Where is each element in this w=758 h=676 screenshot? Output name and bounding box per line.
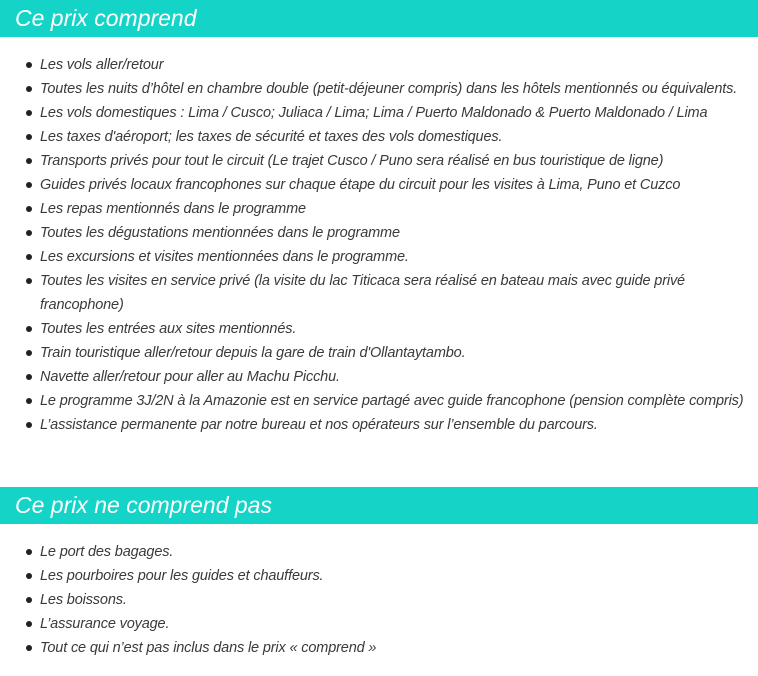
list-item (0, 245, 758, 269)
list-item-text: Toutes les entrées aux sites mentionnés. (40, 321, 297, 337)
bullet-icon (26, 134, 32, 140)
bullet-icon (26, 422, 32, 428)
list-item (0, 317, 758, 341)
bullet-icon (26, 278, 32, 284)
bullet-icon (26, 86, 32, 92)
bullet-icon (26, 645, 32, 651)
list-item (0, 612, 758, 636)
list-item (0, 197, 758, 221)
list-item-text: Guides privés locaux francophones sur chaque étape du circuit pour les visites à Lima, Puno et Cuzco (40, 177, 681, 193)
list-item (0, 125, 758, 149)
list-item-text: Les excursions et visites mentionnées dans le programme. (40, 249, 409, 265)
list-item (0, 269, 758, 317)
list-item (0, 53, 758, 77)
excludes-list (0, 540, 758, 660)
bullet-icon (26, 110, 32, 116)
list-item (0, 540, 758, 564)
list-item (0, 77, 758, 101)
bullet-icon (26, 549, 32, 555)
bullet-icon (26, 230, 32, 236)
bullet-icon (26, 182, 32, 188)
list-item-text: Train touristique aller/retour depuis la gare de train d'Ollantaytambo. (40, 345, 466, 361)
bullet-icon (26, 326, 32, 332)
list-item-text: Les pourboires pour les guides et chauffeurs. (40, 568, 324, 584)
list-item (0, 413, 758, 437)
bullet-icon (26, 62, 32, 68)
bullet-icon (26, 573, 32, 579)
bullet-icon (26, 398, 32, 404)
list-item-text: Navette aller/retour pour aller au Machu Picchu. (40, 369, 340, 385)
list-item-text: Les boissons. (40, 592, 127, 608)
bullet-icon (26, 597, 32, 603)
list-item-text: Le programme 3J/2N à la Amazonie est en service partagé avec guide francophone (pension complète compris) (40, 393, 744, 409)
list-item-text: L’assurance voyage. (40, 616, 170, 632)
list-item (0, 365, 758, 389)
list-item-text: Toutes les visites en service privé (la visite du lac Titicaca sera réalisé en bateau mais avec guide privé francophone) (40, 273, 685, 313)
list-item-text: Les vols aller/retour (40, 57, 164, 73)
list-item (0, 149, 758, 173)
list-item (0, 173, 758, 197)
includes-section-title: Ce prix comprend (0, 0, 758, 37)
excludes-section-title: Ce prix ne comprend pas (0, 487, 758, 524)
bullet-icon (26, 621, 32, 627)
list-item (0, 341, 758, 365)
list-item-text: Le port des bagages. (40, 544, 174, 560)
bullet-icon (26, 206, 32, 212)
list-item-text: Toutes les dégustations mentionnées dans le programme (40, 225, 400, 241)
list-item (0, 588, 758, 612)
list-item-text: Transports privés pour tout le circuit (Le trajet Cusco / Puno sera réalisé en bus touristique de ligne) (40, 153, 664, 169)
bullet-icon (26, 374, 32, 380)
bullet-icon (26, 158, 32, 164)
bullet-icon (26, 350, 32, 356)
list-item-text: Tout ce qui n’est pas inclus dans le prix « comprend » (40, 640, 377, 656)
list-item (0, 101, 758, 125)
list-item (0, 221, 758, 245)
list-item-text: Les vols domestiques : Lima / Cusco; Juliaca / Lima; Lima / Puerto Maldonado & Puerto Maldonado / Lima (40, 105, 708, 121)
list-item-text: Les taxes d'aéroport; les taxes de sécurité et taxes des vols domestiques. (40, 129, 503, 145)
list-item-text: L’assistance permanente par notre bureau et nos opérateurs sur l’ensemble du parcours. (40, 417, 598, 433)
list-item (0, 636, 758, 660)
bullet-icon (26, 254, 32, 260)
list-item-text: Les repas mentionnés dans le programme (40, 201, 306, 217)
includes-list (0, 53, 758, 437)
list-item-text: Toutes les nuits d’hôtel en chambre double (petit-déjeuner compris) dans les hôtels mentionnés ou équivalents. (40, 81, 738, 97)
list-item (0, 389, 758, 413)
list-item (0, 564, 758, 588)
